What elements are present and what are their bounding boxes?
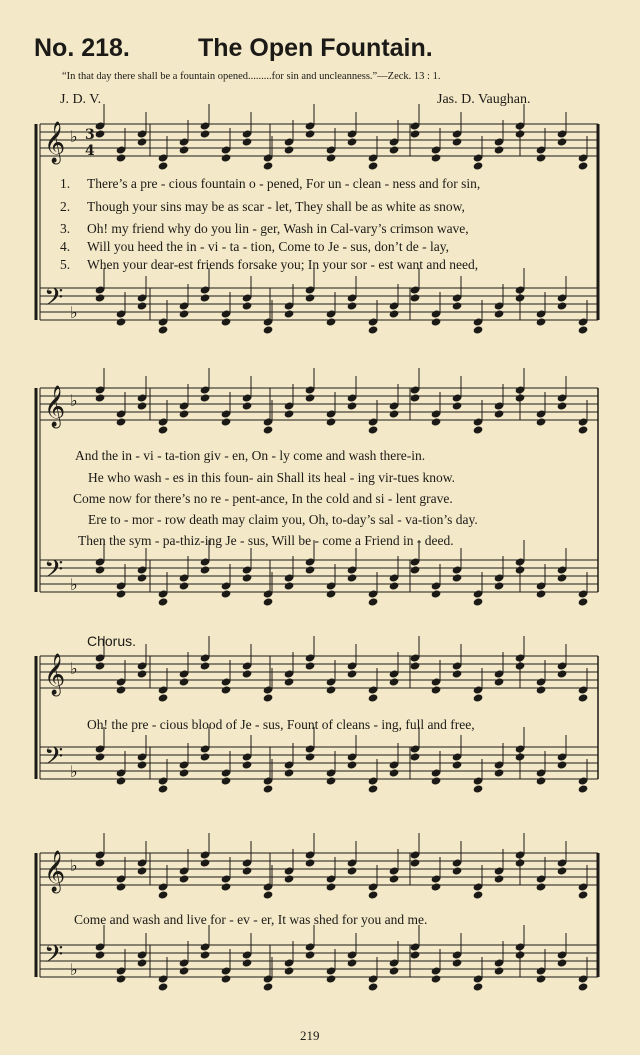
note-head (473, 597, 484, 606)
note-head (116, 974, 127, 983)
note-head (431, 589, 442, 598)
note-head (200, 565, 211, 574)
note-head (431, 417, 442, 426)
note-head (473, 890, 484, 899)
flat-key-icon: ♭ (70, 303, 78, 322)
scripture-epigraph: “In that day there shall be a fountain opened.........for sin and uncleanness.”—Zeck. 13 : 1. (62, 71, 441, 82)
note-head (284, 677, 295, 686)
note-head (326, 685, 337, 694)
note-head (368, 890, 379, 899)
note-head (116, 317, 127, 326)
note-head (494, 581, 505, 590)
note-head (494, 768, 505, 777)
treble-clef-icon: 𝄞 (44, 122, 66, 163)
verse-2-line (60, 199, 465, 215)
note-head (263, 693, 274, 702)
note-head (557, 137, 568, 146)
note-head (326, 589, 337, 598)
note-head (179, 768, 190, 777)
lyricist-credit: J. D. V. (60, 92, 102, 107)
note-head (536, 882, 547, 891)
note-head (494, 145, 505, 154)
note-head (284, 145, 295, 154)
note-head (158, 890, 169, 899)
note-head (158, 597, 169, 606)
verse-text: When your dear-est friends forsake you; In your sor - est want and need, (87, 257, 479, 272)
flat-key-icon: ♭ (70, 856, 78, 875)
note-head (431, 882, 442, 891)
flat-key-icon: ♭ (70, 127, 78, 146)
note-head (578, 784, 589, 793)
note-head (116, 153, 127, 162)
note-head (494, 966, 505, 975)
note-head (116, 417, 127, 426)
note-head (242, 301, 253, 310)
note-head (116, 882, 127, 891)
note-head (137, 958, 148, 967)
note-head (200, 393, 211, 402)
note-head (158, 425, 169, 434)
verse-number: 4. (60, 239, 71, 254)
note-head (305, 129, 316, 138)
note-head (347, 958, 358, 967)
note-head (557, 866, 568, 875)
note-head (326, 317, 337, 326)
note-head (179, 145, 190, 154)
note-head (95, 661, 106, 670)
note-head (347, 301, 358, 310)
note-head (431, 974, 442, 983)
note-head (179, 409, 190, 418)
verse-number: 3. (60, 221, 71, 236)
verse-number: 5. (60, 257, 71, 272)
note-head (158, 693, 169, 702)
note-head (137, 137, 148, 146)
chorus-line-2: Come and wash and live for - ev - er, It was shed for you and me. (74, 912, 428, 927)
note-head (347, 669, 358, 678)
verse-1-line (60, 176, 480, 192)
note-head (263, 597, 274, 606)
bass-clef-icon: 𝄢 (44, 940, 64, 975)
note-head (536, 776, 547, 785)
note-head (221, 317, 232, 326)
note-head (578, 693, 589, 702)
note-head (536, 685, 547, 694)
system2-verse-4: Ere to - mor - row death may claim you, Oh, to-day’s sal - va-tion’s day. (88, 512, 478, 527)
note-head (242, 958, 253, 967)
note-head (347, 137, 358, 146)
note-head (368, 693, 379, 702)
note-head (158, 161, 169, 170)
note-head (305, 661, 316, 670)
note-head (347, 866, 358, 875)
note-head (263, 890, 274, 899)
note-head (158, 982, 169, 991)
note-head (536, 153, 547, 162)
note-head (452, 301, 463, 310)
verse-5-line (60, 257, 478, 273)
time-signature-bottom: 4 (85, 143, 95, 159)
note-head (242, 760, 253, 769)
note-head (137, 401, 148, 410)
note-head (179, 677, 190, 686)
note-head (200, 752, 211, 761)
note-head (578, 161, 589, 170)
composer-credit: Jas. D. Vaughan. (437, 92, 531, 107)
note-head (263, 325, 274, 334)
note-head (515, 661, 526, 670)
note-head (242, 573, 253, 582)
note-head (494, 677, 505, 686)
note-head (557, 401, 568, 410)
treble-clef-icon: 𝄞 (44, 654, 66, 695)
note-head (557, 958, 568, 967)
note-head (515, 565, 526, 574)
system2-verse-2: He who wash - es in this foun- ain Shall its heal - ing vir-tues know. (88, 470, 456, 485)
flat-key-icon: ♭ (70, 575, 78, 594)
note-head (494, 309, 505, 318)
note-head (473, 784, 484, 793)
note-head (242, 866, 253, 875)
note-head (473, 693, 484, 702)
note-head (326, 974, 337, 983)
verse-number: 2. (60, 199, 71, 214)
note-head (221, 153, 232, 162)
note-head (137, 573, 148, 582)
verse-text: Oh! my friend why do you lin - ger, Wash in Cal-vary’s crimson wave, (87, 221, 469, 236)
note-head (95, 950, 106, 959)
note-head (137, 301, 148, 310)
system2-verse-5: Then the sym - pa-thiz-ing Je - sus, Will be - come a Friend in - deed. (78, 533, 454, 548)
chorus-label: Chorus. (87, 633, 137, 649)
note-head (263, 161, 274, 170)
note-head (578, 982, 589, 991)
note-head (473, 161, 484, 170)
note-head (95, 858, 106, 867)
note-head (95, 565, 106, 574)
note-head (515, 293, 526, 302)
note-head (326, 417, 337, 426)
verse-text: There’s a pre - cious fountain o - pened, For un - clean - ness and for sin, (87, 176, 481, 191)
note-head (389, 966, 400, 975)
note-head (473, 982, 484, 991)
bass-clef-icon: 𝄢 (44, 742, 64, 777)
note-head (389, 677, 400, 686)
hymn-number: No. 218. (34, 34, 130, 62)
note-head (431, 317, 442, 326)
note-head (389, 145, 400, 154)
note-head (179, 966, 190, 975)
time-signature-top: 3 (85, 127, 95, 143)
note-head (221, 882, 232, 891)
note-head (242, 669, 253, 678)
treble-clef-icon: 𝄞 (44, 851, 66, 892)
note-head (452, 137, 463, 146)
note-head (410, 858, 421, 867)
note-head (305, 393, 316, 402)
verse-text: Will you heed the in - vi - ta - tion, Come to Je - sus, don’t de - lay, (87, 239, 450, 254)
system2-verse-1: And the in - vi - ta-tion giv - en, On - ly come and wash there-in. (75, 448, 426, 463)
note-head (200, 950, 211, 959)
flat-key-icon: ♭ (70, 960, 78, 979)
treble-clef-icon: 𝄞 (44, 386, 66, 427)
note-head (452, 866, 463, 875)
note-head (305, 950, 316, 959)
note-head (536, 589, 547, 598)
note-head (368, 982, 379, 991)
flat-key-icon: ♭ (70, 659, 78, 678)
note-head (305, 565, 316, 574)
note-head (221, 589, 232, 598)
note-head (368, 325, 379, 334)
note-head (179, 581, 190, 590)
note-head (452, 401, 463, 410)
note-head (242, 137, 253, 146)
note-head (536, 417, 547, 426)
note-head (389, 581, 400, 590)
note-head (221, 974, 232, 983)
note-head (452, 958, 463, 967)
note-head (200, 293, 211, 302)
bass-clef-icon: 𝄢 (44, 555, 64, 590)
note-head (95, 752, 106, 761)
note-head (515, 752, 526, 761)
note-head (578, 890, 589, 899)
note-head (347, 573, 358, 582)
note-head (515, 129, 526, 138)
note-head (557, 301, 568, 310)
note-head (305, 858, 316, 867)
note-head (347, 760, 358, 769)
note-head (284, 581, 295, 590)
note-head (494, 409, 505, 418)
note-head (137, 760, 148, 769)
system2-verse-3: Come now for there’s no re - pent-ance, In the cold and si - lent grave. (73, 491, 453, 506)
note-head (263, 425, 274, 434)
note-head (578, 425, 589, 434)
note-head (200, 129, 211, 138)
note-head (284, 768, 295, 777)
note-head (389, 874, 400, 883)
note-head (305, 752, 316, 761)
note-head (179, 309, 190, 318)
note-head (305, 293, 316, 302)
flat-key-icon: ♭ (70, 762, 78, 781)
note-head (389, 409, 400, 418)
note-head (536, 974, 547, 983)
note-head (557, 760, 568, 769)
note-head (368, 161, 379, 170)
bass-clef-icon: 𝄢 (44, 283, 64, 318)
note-head (284, 874, 295, 883)
note-head (116, 776, 127, 785)
note-head (137, 866, 148, 875)
note-head (473, 425, 484, 434)
note-head (263, 784, 274, 793)
note-head (221, 685, 232, 694)
verse-3-line (60, 221, 469, 237)
note-head (410, 293, 421, 302)
note-head (578, 597, 589, 606)
note-head (389, 768, 400, 777)
note-head (452, 669, 463, 678)
verse-text: Though your sins may be as scar - let, They shall be as white as snow, (87, 199, 465, 214)
note-head (368, 597, 379, 606)
note-head (347, 401, 358, 410)
note-head (452, 573, 463, 582)
flat-key-icon: ♭ (70, 391, 78, 410)
note-head (200, 661, 211, 670)
note-head (557, 669, 568, 678)
note-head (389, 309, 400, 318)
page-number: 219 (300, 1028, 320, 1043)
note-head (137, 669, 148, 678)
note-head (410, 661, 421, 670)
note-head (326, 153, 337, 162)
note-head (578, 325, 589, 334)
note-head (368, 784, 379, 793)
note-head (326, 882, 337, 891)
note-head (515, 393, 526, 402)
note-head (284, 409, 295, 418)
note-head (326, 776, 337, 785)
note-head (221, 776, 232, 785)
note-head (284, 309, 295, 318)
note-head (515, 858, 526, 867)
note-head (431, 153, 442, 162)
note-head (368, 425, 379, 434)
note-head (116, 685, 127, 694)
note-head (536, 317, 547, 326)
note-head (95, 293, 106, 302)
note-head (557, 573, 568, 582)
note-head (200, 858, 211, 867)
note-head (116, 589, 127, 598)
verse-number: 1. (60, 176, 71, 191)
hymn-title: The Open Fountain. (198, 34, 433, 62)
verse-4-line (60, 239, 449, 255)
note-head (410, 393, 421, 402)
note-head (158, 325, 169, 334)
note-head (410, 950, 421, 959)
note-head (158, 784, 169, 793)
note-head (95, 393, 106, 402)
note-head (410, 129, 421, 138)
note-head (515, 950, 526, 959)
note-head (263, 982, 274, 991)
note-head (452, 760, 463, 769)
note-head (95, 129, 106, 138)
note-head (473, 325, 484, 334)
note-head (410, 752, 421, 761)
note-head (431, 685, 442, 694)
chorus-line-1: Oh! the pre - cious blood of Je - sus, Fount of cleans - ing, full and free, (87, 717, 475, 732)
note-head (179, 874, 190, 883)
note-head (410, 565, 421, 574)
note-head (284, 966, 295, 975)
note-head (431, 776, 442, 785)
note-head (242, 401, 253, 410)
note-head (494, 874, 505, 883)
note-head (221, 417, 232, 426)
